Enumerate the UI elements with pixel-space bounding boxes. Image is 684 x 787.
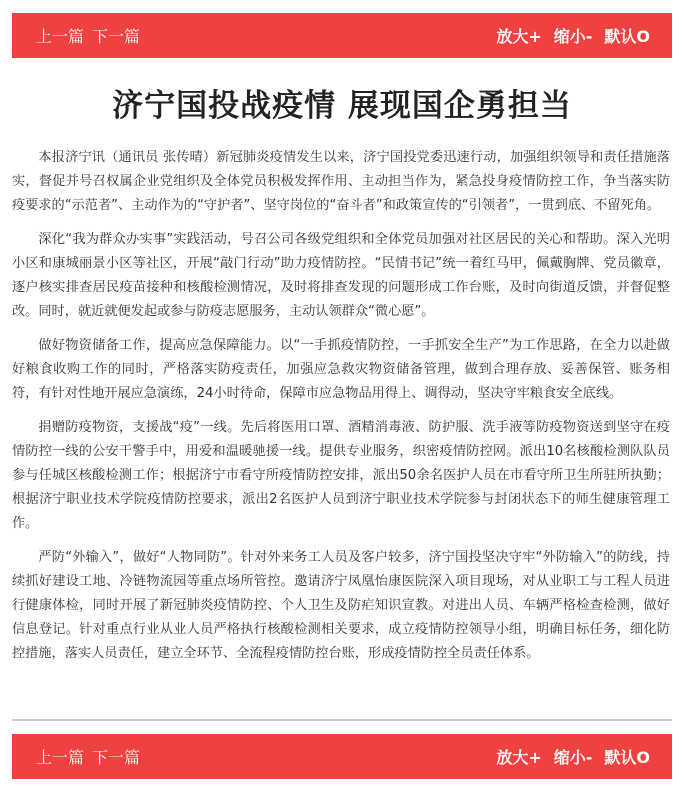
article-paragraph: 严防“外输入”，做好“人物同防”。针对外来务工人员及客户较多，济宁国投坚决守牢“外防输入”的防线，持续抓好建设工地、冷链物流园等重点场所管控。邀请济宁凤凰怡康医院深入项目现场，对从业职工与工程人员进行健康体检，同时开展了新冠肺炎疫情防控、个人卫生及防疟知识宣教。对进出人员、车辆严格检查检测，做好信息登记。针对重点行业从业人员严格执行核酸检测相关要求，成立疫情防控领导小组，明确目标任务，细化防控措施，落实人员责任，建立全环节、全流程疫情防控台账，形成疫情防控全员责任体系。 bbox=[12, 550, 670, 661]
article-paragraph: 本报济宁讯（通讯员 张传晴）新冠肺炎疫情发生以来，济宁国投党委迅速行动，加强组织领导和责任措施落实，督促并号召权属企业党组织及全体党员积极发挥作用、主动担当作为，紧急投身疫情防控工作，争当落实防疫要求的“示范者”、主动作为的“守护者”、坚守岗位的“奋斗者”和政策宣传的“引领者”，一贯到底、不留死角。 bbox=[12, 150, 670, 213]
article-paragraph: 捐赠防疫物资，支援战“疫”一线。先后将医用口罩、酒精消毒液、防护服、洗手液等防疫物资送到坚守在疫情防控一线的公安干警手中，用爱和温暖驰援一线。提供专业服务，织密疫情防控网。派出10名核酸检测队队员参与任城区核酸检测工作；根据济宁市看守所疫情防控安排，派出50余名医护人员在市看守所卫生所驻所执勤；根据济宁职业技术学院疫情防控要求，派出2名医护人员到济宁职业技术学院参与封闭状态下的师生健康管理工作。 bbox=[12, 420, 670, 531]
font-size-controls bbox=[496, 745, 650, 768]
zoom-in-button[interactable]: 放大+ bbox=[496, 748, 542, 767]
bottom-toolbar bbox=[12, 734, 672, 779]
next-article-link[interactable]: 下一篇 bbox=[92, 748, 141, 767]
default-size-button[interactable]: 默认O bbox=[604, 27, 650, 46]
divider bbox=[12, 719, 672, 721]
article-body bbox=[12, 146, 670, 676]
prev-article-link[interactable]: 上一篇 bbox=[36, 27, 85, 46]
article-nav bbox=[36, 24, 140, 47]
zoom-out-button[interactable]: 缩小- bbox=[553, 748, 593, 767]
zoom-in-button[interactable]: 放大+ bbox=[496, 27, 542, 46]
article-nav bbox=[36, 745, 140, 768]
prev-article-link[interactable]: 上一篇 bbox=[36, 748, 85, 767]
article-title: 济宁国投战疫情 展现国企勇担当 bbox=[112, 88, 572, 124]
article-paragraph: 做好物资储备工作，提高应急保障能力。以“一手抓疫情防控，一手抓安全生产”为工作思路，在全力以赴做好粮食收购工作的同时，严格落实防疫责任，加强应急救灾物资储备管理，做到合理存放、妥善保管、账务相符，有针对性地开展应急演练，24小时待命，保障市应急物品用得上、调得动，坚决守牢粮食安全底线。 bbox=[12, 338, 670, 401]
article-paragraph: 深化“我为群众办实事”实践活动，号召公司各级党组织和全体党员加强对社区居民的关心和帮助。深入光明小区和康城丽景小区等社区，开展“敲门行动”助力疫情防控。“民情书记”统一着红马甲，佩戴胸牌、党员徽章，逐户核实排查居民疫苗接种和核酸检测情况，及时将排查发现的问题形成工作台账，及时向街道反馈，并督促整改。同时，就近就便发起或参与防疫志愿服务，主动认领群众“微心愿”。 bbox=[12, 232, 670, 319]
zoom-out-button[interactable]: 缩小- bbox=[553, 27, 593, 46]
default-size-button[interactable]: 默认O bbox=[604, 748, 650, 767]
next-article-link[interactable]: 下一篇 bbox=[92, 27, 141, 46]
font-size-controls bbox=[496, 24, 650, 47]
top-toolbar bbox=[12, 13, 672, 58]
